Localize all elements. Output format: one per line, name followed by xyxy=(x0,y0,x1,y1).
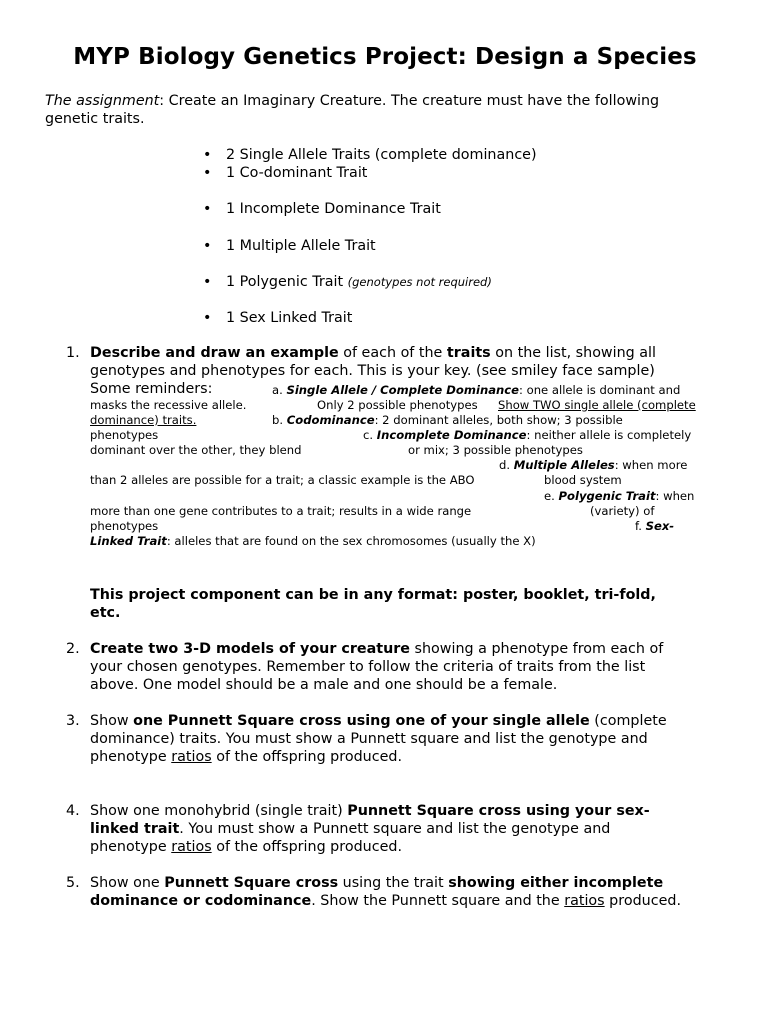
bullet-icon: • xyxy=(203,274,212,290)
bullet-icon: • xyxy=(203,310,212,326)
reminders-label: Some reminders: xyxy=(90,381,213,397)
assignment-text: : Create an Imaginary Creature. The creature must have the following xyxy=(159,93,660,109)
bullet-icon: • xyxy=(203,201,212,217)
assignment-text-2: genetic traits. xyxy=(45,111,145,127)
assignment-intro xyxy=(45,92,735,128)
bullet-icon: • xyxy=(203,165,212,181)
page-title: MYP Biology Genetics Project: Design a Species xyxy=(73,44,697,70)
bullet-icon: • xyxy=(203,147,212,163)
bullet-icon: • xyxy=(203,238,212,254)
format-note: This project component can be in any format: poster, booklet, tri-fold, etc. xyxy=(90,587,656,621)
assignment-label: The assignment xyxy=(45,93,160,109)
